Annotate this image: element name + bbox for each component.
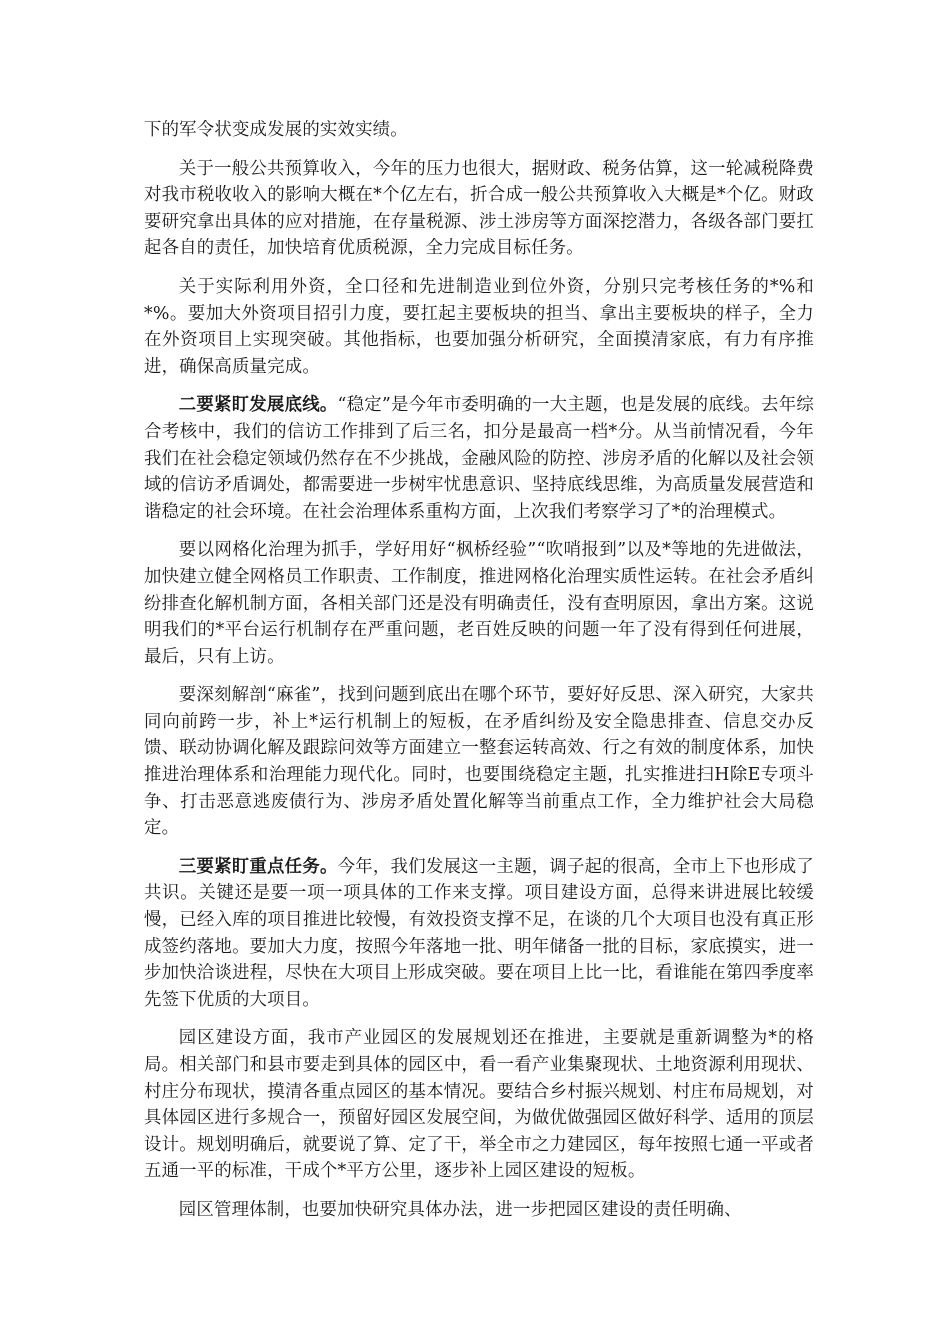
paragraph-text: 关于一般公共预算收入，今年的压力也很大，据财政、税务估算，这一轮减税降费对我市税收收入的影响大概在*个亿左右，折合成一般公共预算收入大概是*个亿。财政要研究拿出具体的应对措施，在存量税源、涉土涉房等方面深挖潜力，各级各部门要扛起各自的责任，加快培育优质税源，全力完成目标任务。 <box>144 158 814 259</box>
paragraph-text: 要深刻解剖“麻雀”，找到问题到底出在哪个环节，要好好反思、深入研究，大家共同向前跨一步，补上*运行机制上的短板，在矛盾纠纷及安全隐患排查、信息交办反馈、联动协调化解及跟踪问效等方面建立一整套运转高效、行之有效的制度体系，加快推进治理体系和治理能力现代化。同时，也要围绕稳定主题，扎实推进扫H除E专项斗争、打击恶意逃废债行为、涉房矛盾处置化解等当前重点工作，全力维护社会大局稳定。 <box>144 685 814 839</box>
paragraph-9 <box>144 1197 814 1224</box>
paragraph-1 <box>144 117 814 144</box>
paragraph-2 <box>144 156 814 262</box>
paragraph-text: 要以网格化治理为抓手，学好用好“枫桥经验”“吹哨报到”以及*等地的先进做法，加快建立健全网格员工作职责、工作制度，推进网格化治理实质性运转。在社会矛盾纠纷排查化解机制方面，各相关部门还是没有明确责任，没有查明原因，拿出方案。这说明我们的*平台运行机制存在严重问题，老百姓反映的问题一年了没有得到任何进展，最后，只有上访。 <box>144 540 814 667</box>
paragraph-5 <box>144 537 814 670</box>
paragraph-text: 下的军令状变成发展的实效实绩。 <box>144 120 408 140</box>
paragraph-text: 关于实际利用外资，全口径和先进制造业到位外资，分别只完考核任务的*%和*%。要加大外资项目招引力度，要扛起主要板块的担当、拿出主要板块的样子，全力在外资项目上实现突破。其他指标，也要加强分析研究，全面摸清家底，有力有序推进，确保高质量完成。 <box>144 276 814 377</box>
section-heading: 二要紧盯发展底线。 <box>178 395 338 416</box>
paragraph-4 <box>144 392 814 525</box>
section-heading: 三要紧盯重点任务。 <box>178 856 338 877</box>
paragraph-8 <box>144 1025 814 1185</box>
paragraph-text: “稳定”是今年市委明确的一大主题，也是发展的底线。去年综合考核中，我们的信访工作排到了后三名，扣分是最高一档*分。从当前情况看，今年我们在社会稳定领域仍然存在不少挑战，金融风险的防控、涉房矛盾的化解以及社会领域的信访矛盾调处，都需要进一步树牢忧患意识、坚持底线思维，为高质量发展营造和谐稳定的社会环境。在社会治理体系重构方面，上次我们考察学习了*的治理模式。 <box>144 395 814 522</box>
paragraph-text: 园区管理体制，也要加快研究具体办法，进一步把园区建设的责任明确、 <box>178 1199 742 1220</box>
paragraph-3 <box>144 274 814 380</box>
paragraph-6 <box>144 682 814 842</box>
document-page <box>144 117 814 1236</box>
paragraph-text: 今年，我们发展这一主题，调子起的很高，全市上下也形成了共识。关键还是要一项一项具体的工作来支撑。项目建设方面，总得来讲进展比较缓慢，已经入库的项目推进比较慢，有效投资支撑不足，在谈的几个大项目也没有真正形成签约落地。要加大力度，按照今年落地一批、明年储备一批的目标，家底摸实，进一步加快洽谈进程，尽快在大项目上形成突破。要在项目上比一比，看谁能在第四季度率先签下优质的大项目。 <box>144 856 814 1010</box>
paragraph-7 <box>144 854 814 1014</box>
paragraph-text: 园区建设方面，我市产业园区的发展规划还在推进，主要就是重新调整为*的格局。相关部门和县市要走到具体的园区中，看一看产业集聚现状、土地资源利用现状、村庄分布现状，摸清各重点园区的基本情况。要结合乡村振兴规划、村庄布局规划，对具体园区进行多规合一，预留好园区发展空间，为做优做强园区做好科学、适用的顶层设计。规划明确后，就要说了算、定了干，举全市之力建园区，每年按照七通一平或者五通一平的标准，干成个*平方公里，逐步补上园区建设的短板。 <box>144 1028 814 1182</box>
